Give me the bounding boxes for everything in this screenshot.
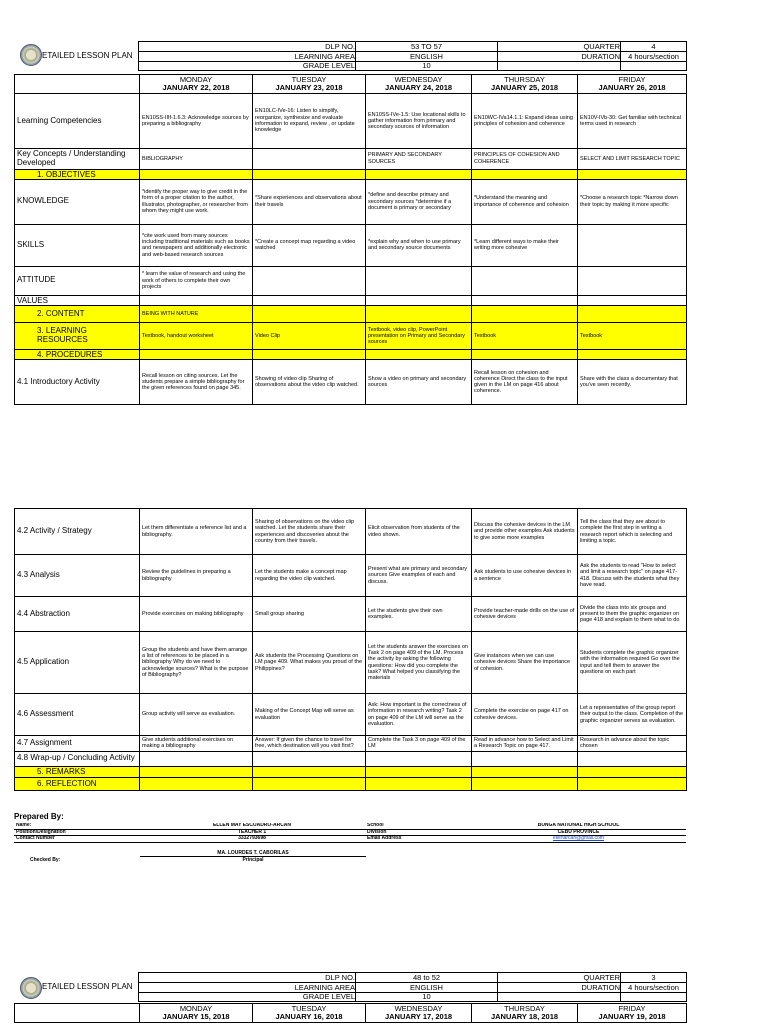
lesson-plan-table-week1 [14, 74, 687, 405]
row-activity-strategy: 4.2 Activity / Strategy Let them differentiate a reference list and a bibliography. Sharing of observations on the video clip watched. Let the students share their experiences and discoveries about the country from their travels. Elicit observation from students of the video shown. Discuss the cohesive devices in the LM and provide other examples Ask students to give some more examples Tell the class that they are about to complete the first step in writing a research report which is selecting and limiting a topic. [15, 509, 687, 555]
area-value: ENGLISH [356, 52, 498, 62]
row-attitude: ATTITUDE * learn the value of research and using the work of others to complete their own projects [15, 266, 687, 295]
row-analysis: 4.3 Analysis Review the guidelines in preparing a bibliography Let the students make a concept map regarding the video clip watched. Present what are primary and secondary sources Give examples of each and discuss. Ask students to use cohesive devices in a sentence Ask the students to read "How to select and limit a research topic" on page 417-418. Discuss with the students what they have read. [15, 555, 687, 597]
row-values: VALUES [15, 295, 687, 305]
day-col-tuesday: TUESDAY JANUARY 23, 2018 [253, 75, 366, 94]
row-assessment: 4.6 Assessment Group activity will serve as evaluation. Making of the Concept Map will serve as evaluation Ask: How important is the correctness of information in research writing? Task 2 on page 409 of the LM will serve as the evaluation. Complete the exercise on page 417 on cohesive devices. Let a representative of the group report their output to the class. Completion of the graphic organizer serves as evaluation. [15, 694, 687, 736]
teacher-info-table: Name: ELLEN MAY ESCUADRO-ARCAN School BUNGA NATIONAL HIGH SCHOOL Position/Designation TEACHER 1 Division CEBU PROVINCE Contact Number 3332793698 Email Address ellenarcan@gmail.com [14, 823, 686, 843]
grade-label: GRADE LEVEL [139, 62, 356, 71]
row-competencies: Learning Competencies EN10SS-IIIf-1.6.3: Acknowledge sources by preparing a bibliography EN10LC-IVe-16: Listen to simplify, reorganize, synthesize and evaluate information to expand, review , or update knowledge EN10SS-IVe-1.5: Use locational skills to gather information from primary and secondary sources of information EN10WC-IVa14.1.1: Expand ideas using principles of cohesion and coherence EN10V-IVb-30: Get familiar with technical terms used in research [15, 94, 687, 149]
header-info-table-2: DLP NO. 48 to 52 QUARTER 3 LEARNING AREA ENGLISH DURATION 4 hours/section GRADE LEVEL 10 [138, 972, 687, 1002]
school-seal-logo [20, 44, 42, 66]
day-col-friday: FRIDAY JANUARY 26, 2018 [578, 75, 687, 94]
section-reflection: 6. REFLECTION [15, 778, 687, 791]
section-content: 2. CONTENT BEING WITH NATURE [15, 305, 687, 322]
grade-value: 10 [356, 62, 498, 71]
checker-title: Principal [140, 856, 366, 863]
day-col-thursday: THURSDAY JANUARY 25, 2018 [472, 75, 578, 94]
section-procedures: 4. PROCEDURES [15, 349, 687, 359]
row-key-concepts: Key Concepts / Understanding Developed BIBLIOGRAPHY PRIMARY AND SECONDARY SOURCES PRINCIPLES OF COHESION AND COHERENCE SELECT AND LIMIT RESEARCH TOPIC [15, 149, 687, 170]
quarter-label: QUARTER [498, 42, 621, 52]
row-wrap-up: 4.8 Wrap-up / Concluding Activity [15, 751, 687, 766]
row-skills: SKILLS *cite work used from many sources including traditional materials such as books and newspapers and additionally electronic and web-based research sources *Create a concept map regarding a video watched *explain why and when to use primary and secondary source documents *Learn different ways to make their writing more cohesive [15, 224, 687, 266]
duration-label: DURATION [498, 52, 621, 62]
checker-name: MA. LOURDES T. CABORILAS [217, 850, 289, 856]
lesson-plan-title-2: ETAILED LESSON PLAN [42, 982, 133, 991]
email-link[interactable]: ellenarcan@gmail.com [471, 836, 686, 843]
day-col-wednesday: WEDNESDAY JANUARY 24, 2018 [366, 75, 472, 94]
lesson-plan-title: ETAILED LESSON PLAN [42, 51, 133, 60]
section-learning-resources: 3. LEARNING RESOURCES Textbook, handout worksheet Video Clip Textbook, video clip, PowerPoint presentation on Primary and Secondary sources Textbook Textbook [15, 322, 687, 349]
area-label: LEARNING AREA [139, 52, 356, 62]
duration-value: 4 hours/section [621, 52, 687, 62]
dlp-value: 53 TO 57 [356, 42, 498, 52]
day-col-monday: MONDAY JANUARY 22, 2018 [140, 75, 253, 94]
section-remarks: 5. REMARKS [15, 766, 687, 778]
row-assignment: 4.7 Assignment Give students additional exercises on making a bibliography Answer: If given the chance to travel for free, which destination will you visit first? Complete the Task 3 on page 409 of the LM Read in advance how to Select and Limit a Research Topic on page 417. Research in advance about the topic chosen [15, 736, 687, 752]
row-introductory-activity: 4.1 Introductory Activity Recall lesson on citing sources. Let the students prepare a simple bibliography for the given references found on page 345. Showing of video clip Sharing of observations about the video clip watched. Show a video on primary and secondary sources Recall lesson on cohesion and coherence Direct the class to the input given in the LM on page 416 about coherence. Share with the class a documentary that you've seen recently. [15, 360, 687, 405]
days-header-2: MONDAY JANUARY 15, 2018 TUESDAY JANUARY 16, 2018 WEDNESDAY JANUARY 17, 2018 THURSDAY JANUARY 18, 2018 FRIDAY JANUARY 19, 2018 [14, 1003, 687, 1023]
quarter-value: 4 [621, 42, 687, 52]
row-knowledge: KNOWLEDGE *identify the proper way to give credit in the form of a proper citation to the author, illustrator, photographer, or researcher from whom they might use work. *Share experiences and observations about their travels *define and describe primary and secondary sources *determine if a document is primary or secondary *Understand the meaning and importance of coherence and cohesion *Choose a research topic *Narrow down their topic by making it more specific [15, 179, 687, 224]
header-info-table [138, 41, 687, 71]
dlp-label: DLP NO. [139, 42, 356, 52]
prepared-by-label: Prepared By: [14, 812, 64, 821]
lesson-plan-table-procedures [14, 508, 687, 791]
checked-by-label: Checked By: [30, 857, 61, 863]
section-objectives: 1. OBJECTIVES [15, 169, 687, 179]
row-abstraction: 4.4 Abstraction Provide exercises on making bibliography Small group sharing Let the students give their own examples. Provide teacher-made drills on the use of cohesive devices Divide the class into six groups and present to them the graphic organizer on page 418 and explain to them what to do [15, 597, 687, 632]
school-seal-logo-2 [20, 977, 42, 999]
row-application: 4.5 Application Group the students and have them arrange a list of references to be placed in a bibliography Why do we need to acknowledge sources? What is the purpose of Bibliography? Ask students the Processing Questions on LM page 409. What makes you proud of the Philippines? Let the students answer the exercises on Task 2 on page 409 of the LM. Process the activity by asking the following questions: How did you complete the task? What helped you classifying the materials Give instances when we can use cohesive devices Share the importance of cohesion. Students complete the graphic organizer with the information required Go over the input and tell them to answer the questions on each part [15, 632, 687, 694]
